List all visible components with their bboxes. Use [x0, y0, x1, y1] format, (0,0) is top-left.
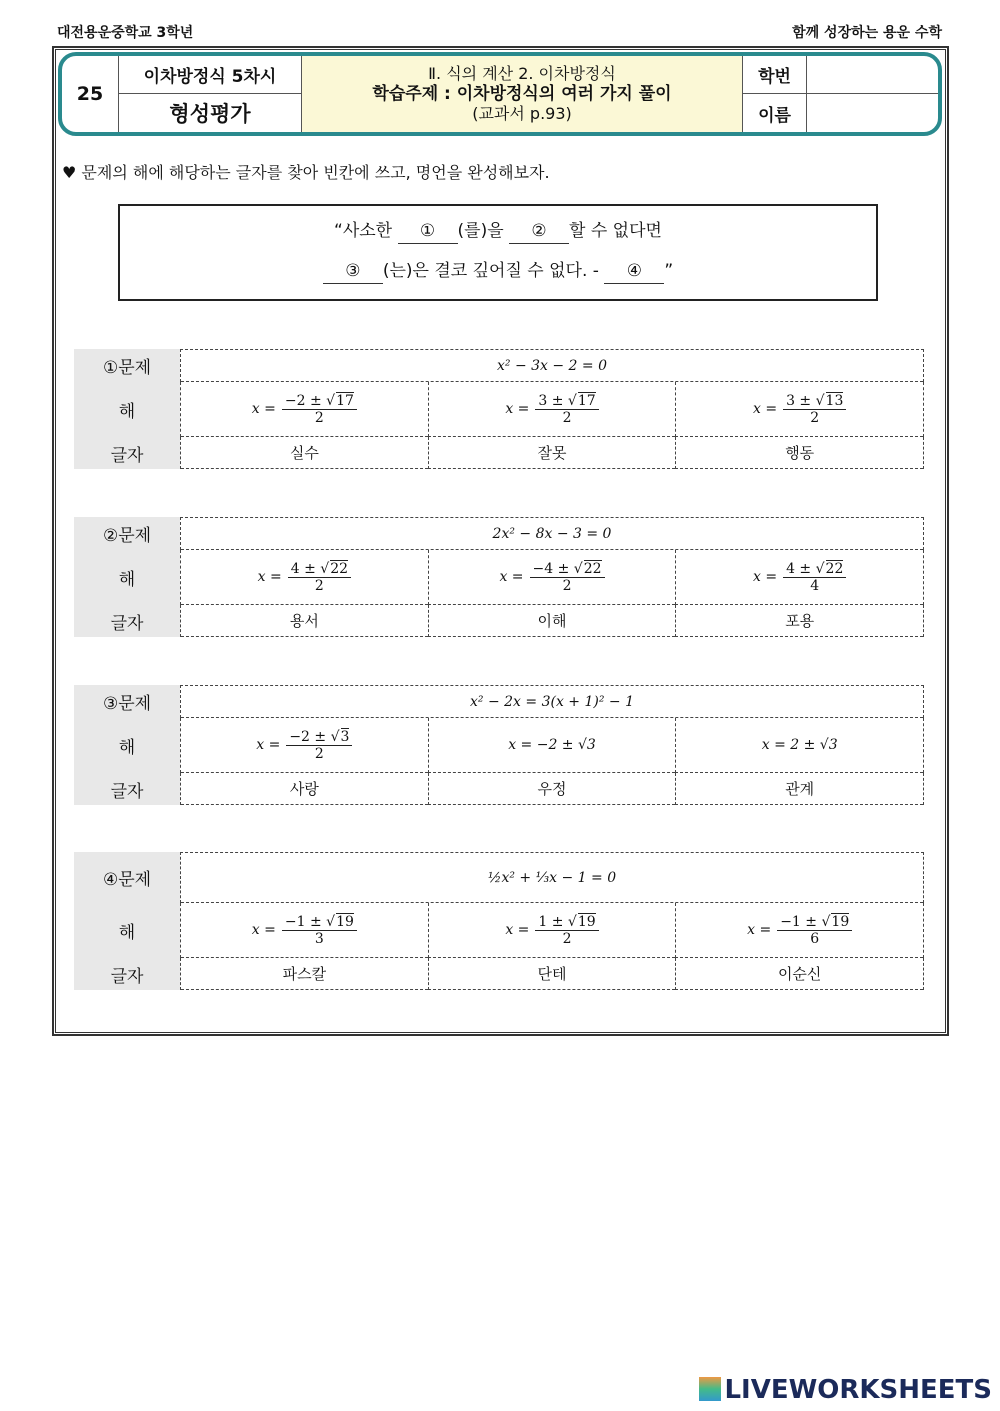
problem-label: ③문제: [74, 685, 180, 718]
instruction: ♥ 문제의 해에 해당하는 글자를 찾아 빈칸에 쓰고, 명언을 완성해보자.: [62, 163, 550, 182]
solution-option[interactable]: x = $\frac{-2 \pm √17}{2}$: [181, 382, 428, 437]
solution-option[interactable]: x = $\frac{-4 \pm √22}{2}$: [428, 550, 676, 605]
word-label: 글자: [74, 437, 180, 469]
blank-2[interactable]: ②: [509, 219, 569, 244]
topic: 학습주제 : 이차방정식의 여러 가지 풀이: [372, 84, 672, 104]
name-label: 이름: [743, 94, 807, 132]
solution-option[interactable]: x = $\frac{3 \pm √13}{2}$: [675, 382, 923, 437]
header-box: [58, 52, 942, 136]
liveworksheets-logo: LIVEWORKSHEETS: [699, 1375, 992, 1405]
equation: 2x² − 8x − 3 = 0: [181, 518, 923, 550]
word-option[interactable]: 단테: [428, 958, 676, 990]
solution-option[interactable]: x = $\frac{1 \pm √19}{2}$: [428, 903, 676, 958]
logo-icon: [699, 1377, 721, 1401]
word-option[interactable]: 관계: [675, 773, 923, 805]
solution-option[interactable]: x = $\frac{4 \pm √22}{2}$: [181, 550, 428, 605]
solution-option[interactable]: x = 2 ± √3: [675, 718, 923, 773]
solution-option[interactable]: x = $\frac{3 \pm √17}{2}$: [428, 382, 676, 437]
solution-option[interactable]: x = $\frac{-2 \pm √3}{2}$: [181, 718, 428, 773]
problem-table: [74, 852, 924, 990]
assessment-type: 형성평가: [119, 94, 302, 132]
equation: x² − 3x − 2 = 0: [181, 350, 923, 382]
word-option[interactable]: 포용: [675, 605, 923, 637]
word-option[interactable]: 파스칼: [181, 958, 428, 990]
word-option[interactable]: 실수: [181, 437, 428, 469]
textbook-page: (교과서 p.93): [472, 104, 572, 123]
problem-table: [74, 349, 924, 469]
solution-label: 해: [74, 903, 180, 958]
student-id-field[interactable]: [807, 56, 938, 94]
solution-option[interactable]: x = $\frac{-1 \pm √19}{3}$: [181, 903, 428, 958]
blank-3[interactable]: ③: [323, 259, 383, 284]
lesson-number: 25: [62, 56, 119, 132]
word-option[interactable]: 이해: [428, 605, 676, 637]
student-id-label: 학번: [743, 56, 807, 94]
word-option[interactable]: 사랑: [181, 773, 428, 805]
problem-table: [74, 685, 924, 805]
problem-label: ②문제: [74, 517, 180, 550]
word-option[interactable]: 용서: [181, 605, 428, 637]
word-option[interactable]: 이순신: [675, 958, 923, 990]
lesson-unit: 이차방정식 5차시: [119, 56, 302, 94]
quote-text: 할 수 없다면: [569, 221, 662, 241]
equation: x² − 2x = 3(x + 1)² − 1: [181, 686, 923, 718]
word-label: 글자: [74, 605, 180, 637]
word-option[interactable]: 잘못: [428, 437, 676, 469]
quote-text: “사소한: [334, 221, 398, 241]
quote-box: [118, 204, 878, 301]
word-label: 글자: [74, 773, 180, 805]
problem-table: [74, 517, 924, 637]
word-option[interactable]: 행동: [675, 437, 923, 469]
word-option[interactable]: 우정: [428, 773, 676, 805]
topic-box: [302, 56, 743, 132]
chapter: Ⅱ. 식의 계산 2. 이차방정식: [428, 64, 616, 83]
solution-label: 해: [74, 718, 180, 773]
word-label: 글자: [74, 958, 180, 990]
problem-label: ①문제: [74, 349, 180, 382]
quote-text: ”: [664, 261, 674, 281]
solution-option[interactable]: x = $\frac{-1 \pm √19}{6}$: [675, 903, 923, 958]
problem-label: ④문제: [74, 852, 180, 903]
equation: ½x² + ⅓x − 1 = 0: [181, 853, 923, 903]
quote-text: (를)을: [457, 221, 510, 241]
solution-option[interactable]: x = $\frac{4 \pm √22}{4}$: [675, 550, 923, 605]
name-field[interactable]: [807, 94, 938, 132]
solution-label: 해: [74, 382, 180, 437]
solution-option[interactable]: x = −2 ± √3: [428, 718, 676, 773]
blank-4[interactable]: ④: [604, 259, 664, 284]
solution-label: 해: [74, 550, 180, 605]
school-name: 대전용운중학교 3학년: [57, 25, 194, 41]
blank-1[interactable]: ①: [398, 219, 458, 244]
slogan: 함께 성장하는 용운 수학: [792, 25, 942, 41]
quote-text: (는)은 결코 깊어질 수 없다. -: [382, 261, 605, 281]
